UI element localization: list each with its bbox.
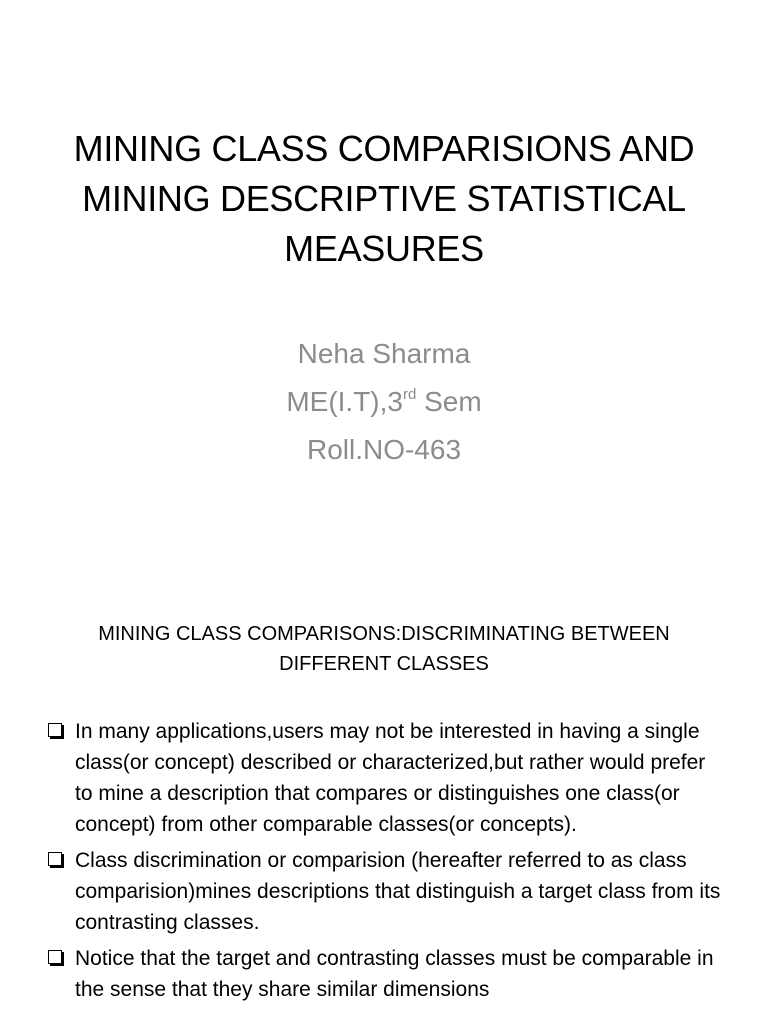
bullet-text: Notice that the target and contrasting classes must be comparable in the sense that they share similar dimensions — [75, 947, 714, 1001]
heading-line: MINING CLASS COMPARISONS:DISCRIMINATING BETWEEN — [98, 623, 670, 645]
heading-line: DIFFERENT CLASSES — [279, 653, 489, 675]
title-line: MINING CLASS COMPARISIONS AND — [73, 128, 695, 169]
title-line: MINING DESCRIPTIVE STATISTICAL — [82, 178, 686, 219]
content-slide — [0, 576, 768, 1024]
author-name: Neha Sharma — [297, 338, 471, 369]
slide-title — [40, 124, 728, 274]
checkbox-square-icon — [48, 950, 62, 964]
bullet-list — [46, 716, 726, 1010]
slide-subtitle — [80, 330, 688, 474]
course-suffix: Sem — [416, 386, 482, 417]
roll-number: Roll.NO-463 — [306, 434, 462, 465]
bullet-item — [46, 943, 726, 1005]
bullet-item — [46, 716, 726, 840]
title-line: MEASURES — [284, 228, 484, 269]
section-heading — [60, 619, 708, 679]
checkbox-square-icon — [48, 852, 62, 866]
course-ordinal: rd — [402, 386, 417, 403]
course-prefix: ME(I.T),3 — [286, 386, 403, 417]
bullet-item — [46, 845, 726, 938]
bullet-text: Class discrimination or comparision (hereafter referred to as class comparision)mines descriptions that distinguish a target class from its contrasting classes. — [75, 849, 721, 934]
course-info — [80, 378, 688, 426]
bullet-text: In many applications,users may not be interested in having a single class(or concept) described or characterized,but rather would prefer to mine a description that compares or distinguishes one class(or concept) from other comparable classes(or concepts). — [75, 720, 706, 836]
checkbox-square-icon — [48, 723, 62, 737]
